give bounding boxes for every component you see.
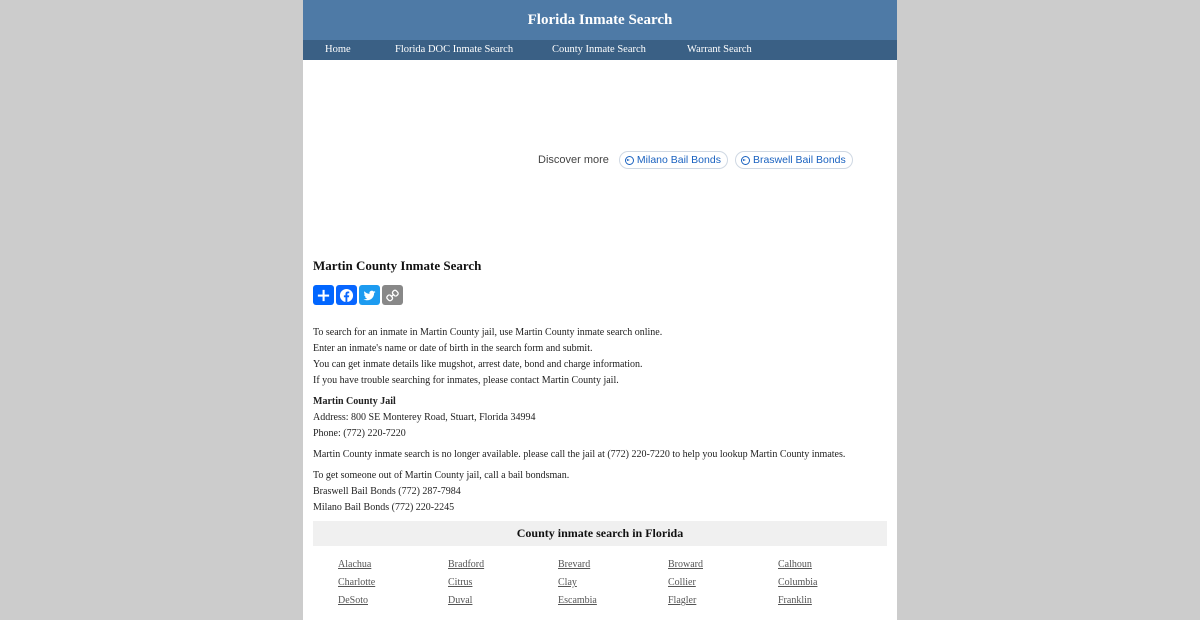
county-link-alachua[interactable]: Alachua bbox=[338, 559, 372, 570]
intro-line: To search for an inmate in Martin County jail, use Martin County inmate search online. bbox=[313, 327, 663, 338]
county-links-grid bbox=[313, 557, 887, 609]
county-link-collier[interactable]: Collier bbox=[668, 577, 696, 588]
copy-link-button[interactable] bbox=[382, 285, 403, 305]
jail-name: Martin County Jail bbox=[313, 396, 396, 407]
intro-line: If you have trouble searching for inmates, please contact Martin County jail. bbox=[313, 375, 619, 386]
discover-more-label: Discover more bbox=[538, 154, 609, 166]
facebook-icon bbox=[339, 288, 354, 303]
county-link-escambia[interactable]: Escambia bbox=[558, 595, 597, 606]
main-content bbox=[313, 258, 887, 609]
nav-bar bbox=[303, 40, 897, 60]
county-link-franklin[interactable]: Franklin bbox=[778, 595, 812, 606]
county-link-bradford[interactable]: Bradford bbox=[448, 559, 485, 570]
county-link-flagler[interactable]: Flagler bbox=[668, 595, 697, 606]
share-buttons bbox=[313, 285, 887, 305]
intro-line: You can get inmate details like mugshot, arrest date, bond and charge information. bbox=[313, 359, 643, 370]
jail-info bbox=[313, 394, 887, 442]
bondsman-item: Milano Bail Bonds (772) 220-2245 bbox=[313, 502, 455, 513]
pill-label: Braswell Bail Bonds bbox=[752, 154, 846, 166]
county-link-brevard[interactable]: Brevard bbox=[558, 559, 591, 570]
county-link-calhoun[interactable]: Calhoun bbox=[778, 559, 812, 570]
pill-label: Milano Bail Bonds bbox=[636, 154, 721, 166]
discover-more-bar bbox=[538, 151, 860, 169]
county-link-citrus[interactable]: Citrus bbox=[448, 577, 473, 588]
county-section-title: County inmate search in Florida bbox=[516, 526, 684, 540]
county-link-duval[interactable]: Duval bbox=[448, 595, 473, 606]
bail-info bbox=[313, 468, 887, 516]
pill-braswell-bail-bonds[interactable] bbox=[735, 151, 853, 169]
nav-item-warrant-search[interactable]: Warrant Search bbox=[687, 44, 752, 55]
play-circle-icon bbox=[741, 156, 750, 165]
plus-icon bbox=[316, 288, 331, 303]
site-title: Florida Inmate Search bbox=[527, 11, 673, 28]
county-link-charlotte[interactable]: Charlotte bbox=[338, 577, 376, 588]
intro-text bbox=[313, 325, 887, 389]
nav-item-home[interactable]: Home bbox=[325, 44, 351, 55]
county-link-desoto[interactable]: DeSoto bbox=[338, 595, 368, 606]
nav-item-county-inmate-search[interactable]: County Inmate Search bbox=[552, 44, 646, 55]
notice-line: Martin County inmate search is no longer available. please call the jail at (772) 220-7220 to help you lookup Martin County inmates. bbox=[313, 449, 846, 460]
link-icon bbox=[385, 288, 400, 303]
pill-milano-bail-bonds[interactable] bbox=[619, 151, 728, 169]
jail-phone: Phone: (772) 220-7220 bbox=[313, 428, 406, 439]
jail-address: Address: 800 SE Monterey Road, Stuart, Florida 34994 bbox=[313, 412, 536, 423]
bail-intro: To get someone out of Martin County jail, call a bail bondsman. bbox=[313, 470, 570, 481]
notice-text bbox=[313, 447, 887, 463]
nav-item-florida-doc-inmate-search[interactable]: Florida DOC Inmate Search bbox=[395, 44, 514, 55]
share-button[interactable] bbox=[313, 285, 334, 305]
play-circle-icon bbox=[625, 156, 634, 165]
twitter-icon bbox=[362, 288, 377, 303]
facebook-share-button[interactable] bbox=[336, 285, 357, 305]
bondsman-item: Braswell Bail Bonds (772) 287-7984 bbox=[313, 486, 461, 497]
county-link-clay[interactable]: Clay bbox=[558, 577, 577, 588]
county-link-broward[interactable]: Broward bbox=[668, 559, 703, 570]
twitter-share-button[interactable] bbox=[359, 285, 380, 305]
site-header bbox=[303, 0, 897, 40]
county-section-header bbox=[313, 521, 887, 546]
page-container bbox=[303, 0, 897, 620]
intro-line: Enter an inmate's name or date of birth in the search form and submit. bbox=[313, 343, 593, 354]
page-title: Martin County Inmate Search bbox=[313, 258, 482, 273]
county-link-columbia[interactable]: Columbia bbox=[778, 577, 818, 588]
